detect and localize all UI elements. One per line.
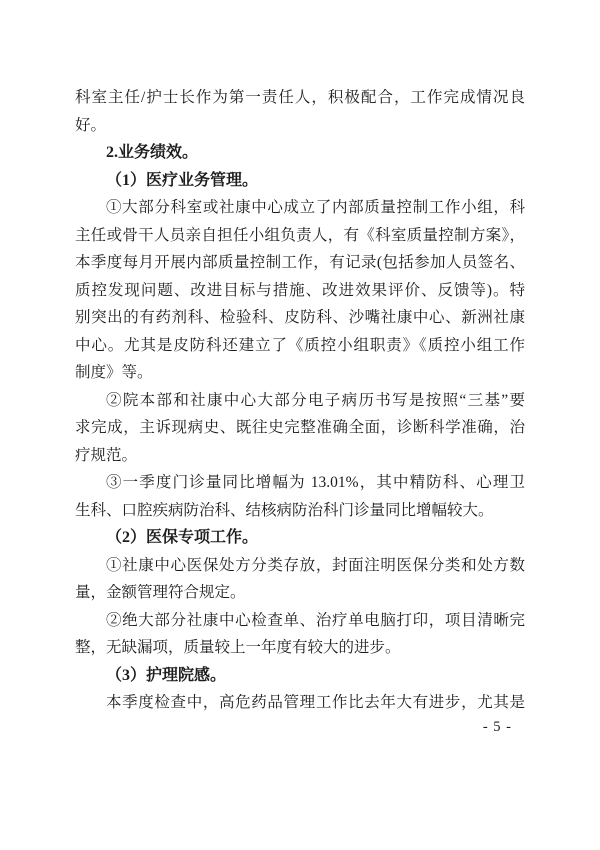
- text-line: （3）护理院感。: [106, 666, 227, 684]
- text-line: 疗规范。: [75, 446, 138, 464]
- section-heading: [75, 167, 525, 195]
- text-line: 求完成，主诉现病史、既往史完整准确全面，诊断科学准确，治: [75, 419, 525, 436]
- paragraph: [75, 84, 525, 139]
- text-line: 量，金额管理符合规定。: [75, 584, 246, 601]
- text-line: （1）医疗业务管理。: [106, 171, 259, 189]
- document-body: [75, 84, 525, 717]
- text-line: 质控发现问题、改进目标与措施、改进效果评价、反馈等)。特: [75, 281, 525, 299]
- text-line: （2）医保专项工作。: [106, 529, 259, 546]
- text-line: 本季度检查中，高危药品管理工作比去年大有进步，尤其是: [106, 694, 525, 711]
- paragraph: [75, 552, 525, 607]
- paragraph: [75, 469, 525, 524]
- text-line: ③一季度门诊量同比增幅为 13.01%，其中精防科、心理卫: [106, 474, 525, 491]
- text-line: 生科、口腔疾病防治科、结核病防治科门诊量同比增幅较大。: [75, 501, 494, 519]
- text-line: 好。: [75, 116, 107, 134]
- text-line: 主任或骨干人员亲自担任小组负责人，有《科室质量控制方案》，: [75, 226, 525, 244]
- text-line: 制度》等。: [75, 364, 153, 381]
- text-line: 2.业务绩效。: [106, 144, 199, 161]
- section-heading: [75, 662, 525, 690]
- page-number: - 5 -: [482, 719, 512, 735]
- paragraph: [75, 194, 525, 387]
- text-line: 整，无缺漏项，质量较上一年度有较大的进步。: [75, 639, 401, 656]
- text-line: 本季度每月开展内部质量控制工作，有记录(包括参加人员签名、: [75, 254, 525, 271]
- paragraph: [75, 689, 525, 717]
- text-line: ①大部分科室或社康中心成立了内部质量控制工作小组，科: [106, 199, 525, 216]
- text-line: ②绝大部分社康中心检查单、治疗单电脑打印，项目清晰完: [106, 611, 525, 629]
- paragraph: [75, 387, 525, 470]
- text-line: 科室主任/护士长作为第一责任人，积极配合，工作完成情况良: [75, 89, 525, 106]
- section-heading: [75, 524, 525, 552]
- text-line: 中心。尤其是皮防科还建立了《质控小组职责》《质控小组工作: [75, 336, 525, 354]
- text-line: ②院本部和社康中心大部分电子病历书写是按照“三基”要: [106, 391, 525, 409]
- text-line: ①社康中心医保处方分类存放，封面注明医保分类和处方数: [106, 556, 525, 574]
- text-line: 别突出的有药剂科、检验科、皮防科、沙嘴社康中心、新洲社康: [75, 309, 525, 326]
- section-heading: [75, 139, 525, 167]
- paragraph: [75, 607, 525, 662]
